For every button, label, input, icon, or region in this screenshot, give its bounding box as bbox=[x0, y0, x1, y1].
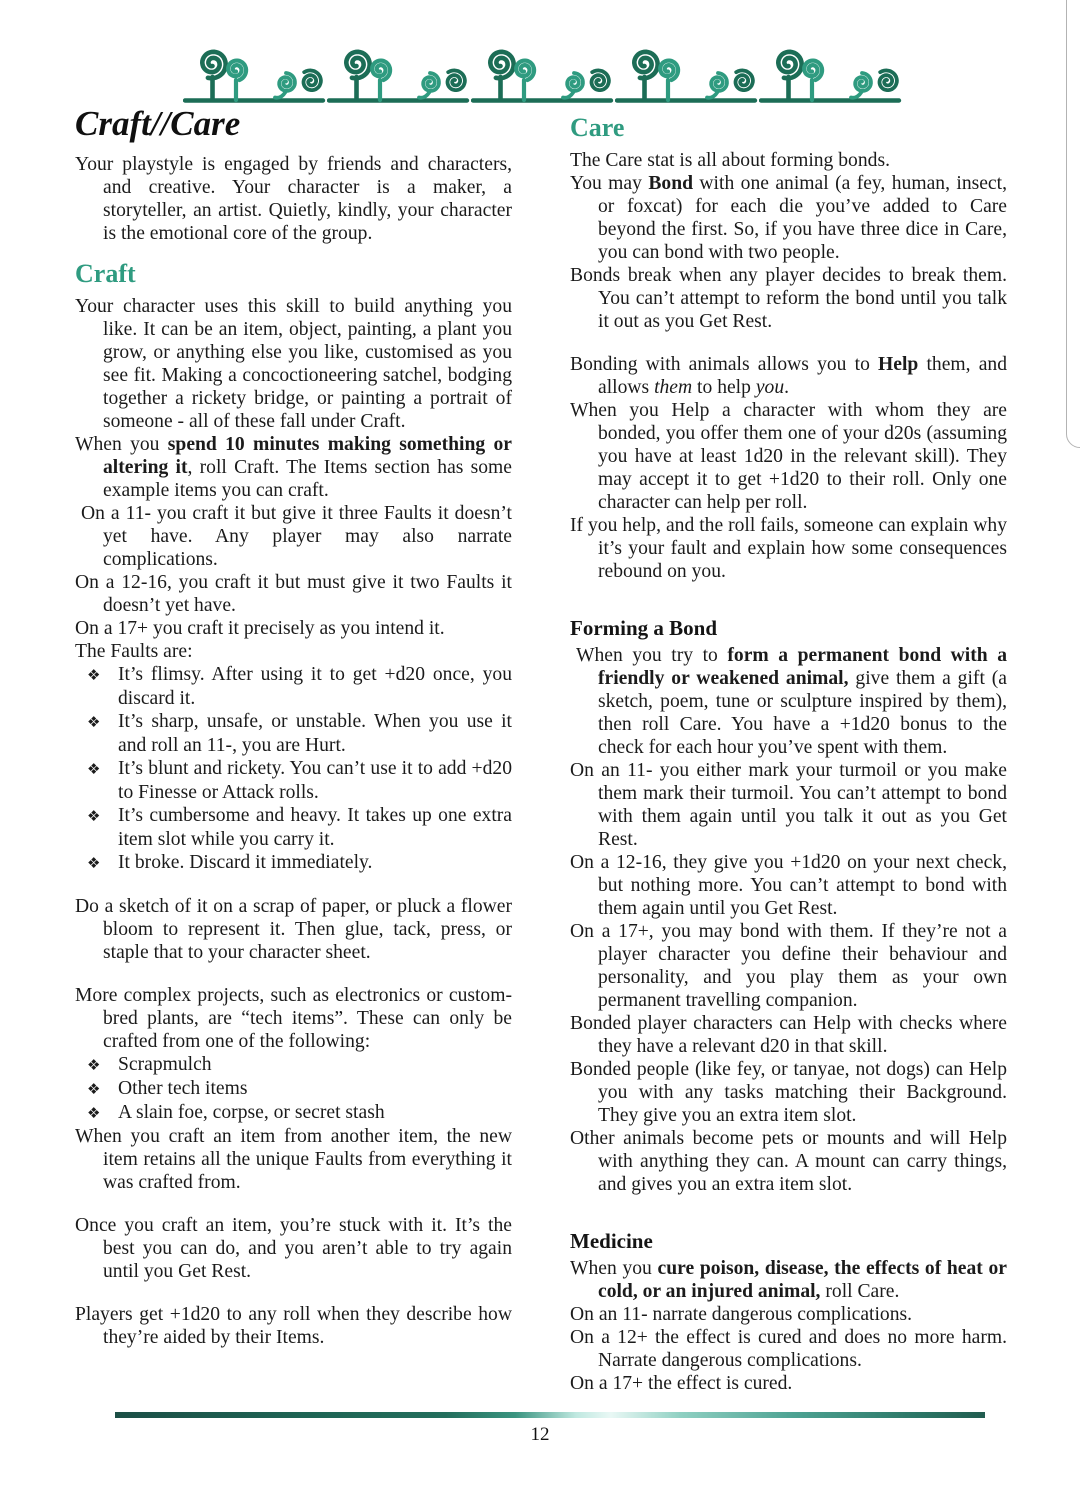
paragraph: On a 17+ the effect is cured. bbox=[570, 1373, 793, 1394]
paragraph: More complex projects, such as electronics or custom-bred plants, are “tech items”. These can only be crafted from one of the following: bbox=[75, 985, 512, 1052]
left-column bbox=[75, 153, 512, 1349]
paragraph: When you Help a character with whom they are bonded, you offer them one of your d20s (assuming you have at least 1d20 in the relevant skill). They may accept it to get +1d20 to their roll. Only one character can help per roll. bbox=[570, 400, 1007, 513]
paragraph: Bonds break when any player decides to break them. You can’t attempt to reform the bond until you talk it out as you Get Rest. bbox=[570, 265, 1007, 332]
diamond-bullet-icon: ❖ bbox=[87, 854, 101, 872]
diamond-bullet-icon: ❖ bbox=[87, 1056, 101, 1074]
paragraph: When you spend 10 minutes making something or altering it, roll Craft. The Items section has some example items you can craft. bbox=[75, 434, 512, 501]
diamond-bullet-icon: ❖ bbox=[87, 1080, 101, 1098]
bullet-item: ❖ Other tech items bbox=[87, 1078, 248, 1099]
spiral-flourish-icon bbox=[615, 42, 759, 106]
paragraph: The Care stat is all about forming bonds. bbox=[570, 150, 890, 171]
paragraph-gap bbox=[75, 875, 512, 895]
paragraph: On a 12+ the effect is cured and does no more harm. Narrate dangerous complications. bbox=[570, 1327, 1007, 1371]
scrollbar-thumb[interactable] bbox=[1066, 0, 1080, 448]
paragraph: On a 17+ you craft it precisely as you intend it. bbox=[75, 618, 445, 639]
bullet-item: ❖ A slain foe, corpse, or secret stash bbox=[87, 1102, 385, 1123]
subsection-heading: Medicine bbox=[570, 1229, 653, 1253]
paragraph-gap bbox=[570, 333, 1007, 353]
bullet-item: ❖ It’s sharp, unsafe, or unstable. When you use it and roll an 11-, you are Hurt. bbox=[87, 711, 512, 756]
diamond-bullet-icon: ❖ bbox=[87, 760, 101, 778]
paragraph: Bonding with animals allows you to Help them, and allows them to help you. bbox=[570, 354, 1007, 398]
spiral-flourish-icon bbox=[759, 42, 903, 106]
footer-divider bbox=[115, 1412, 985, 1418]
diamond-bullet-icon: ❖ bbox=[87, 666, 101, 684]
paragraph: On an 11- you either mark your turmoil or you make them mark their turmoil. You can’t attempt to bond with them again until you talk it out as you Get Rest. bbox=[570, 760, 1007, 850]
paragraph: When you craft an item from another item, the new item retains all the unique Faults from everything it was crafted from. bbox=[75, 1126, 512, 1193]
subsection-heading: Forming a Bond bbox=[570, 616, 718, 640]
paragraph: On a 12-16, you craft it but must give it two Faults it doesn’t yet have. bbox=[75, 572, 512, 616]
diamond-bullet-icon: ❖ bbox=[87, 713, 101, 731]
spiral-flourish-icon bbox=[327, 42, 471, 106]
page-number: 12 bbox=[530, 1424, 550, 1445]
paragraph: Players get +1d20 to any roll when they describe how they’re aided by their Items. bbox=[75, 1304, 512, 1348]
diamond-bullet-icon: ❖ bbox=[87, 807, 101, 825]
paragraph-gap bbox=[75, 1194, 512, 1214]
spiral-flourish-icon bbox=[183, 42, 327, 106]
paragraph: On a 11- you craft it but give it three Faults it doesn’t yet have. Any player may also narrate complications. bbox=[81, 503, 512, 570]
paragraph: Your character uses this skill to build anything you like. It can be an item, object, painting, a plant you grow, or anything else you like, customised as you see fit. Making a concoctioneering satchel, bodging together a rickety bridge, or painting a portrait of someone - all of these fall under Craft. bbox=[75, 296, 512, 432]
bullet-item: ❖ It’s blunt and rickety. You can’t use it to add +d20 to Finesse or Attack rolls. bbox=[87, 758, 512, 803]
paragraph: Once you craft an item, you’re stuck with it. It’s the best you can do, and you aren’t able to try again until you Get Rest. bbox=[75, 1215, 512, 1282]
paragraph-gap bbox=[75, 964, 512, 984]
bullet-item: ❖ Scrapmulch bbox=[87, 1054, 212, 1075]
paragraph: On a 12-16, they give you +1d20 on your next check, but nothing more. You can’t attempt to bond with them again until you Get Rest. bbox=[570, 852, 1007, 919]
section-heading: Care bbox=[570, 113, 625, 142]
bullet-item: ❖ It broke. Discard it immediately. bbox=[87, 852, 373, 873]
bullet-item: ❖ It’s cumbersome and heavy. It takes up one extra item slot while you carry it. bbox=[87, 805, 512, 850]
spiral-flourish-icon bbox=[471, 42, 615, 106]
page-title: Craft//Care bbox=[75, 104, 241, 143]
paragraph: You may Bond with one animal (a fey, human, insect, or foxcat) for each die you’ve added to Care beyond the first. So, if you have three dice in Care, you can bond with two people. bbox=[570, 173, 1007, 263]
diamond-bullet-icon: ❖ bbox=[87, 1104, 101, 1122]
paragraph: On a 17+, you may bond with them. If they’re not a player character you define their behaviour and personality, and you play them as your own permanent travelling companion. bbox=[570, 921, 1007, 1011]
paragraph-gap bbox=[570, 1196, 1007, 1216]
paragraph: If you help, and the roll fails, someone can explain why it’s your fault and explain how some consequences rebound on you. bbox=[570, 515, 1007, 582]
paragraph: When you try to form a permanent bond with a friendly or weakened animal, give them a gift (a sketch, poem, tune or sculpture inspired by them), then roll Care. You have a +1d20 bonus to the check for each hour you’ve spent with them. bbox=[576, 645, 1008, 758]
paragraph: On an 11- narrate dangerous complications. bbox=[570, 1304, 913, 1325]
paragraph: Other animals become pets or mounts and will Help with anything they can. A mount can carry things, and gives you an extra item slot. bbox=[570, 1128, 1007, 1195]
section-heading: Craft bbox=[75, 259, 136, 288]
paragraph: Bonded people (like fey, or tanyae, not dogs) can Help you with any tasks matching their Background. They give you an extra item slot. bbox=[570, 1059, 1007, 1126]
right-column bbox=[570, 113, 1007, 1395]
paragraph: Your playstyle is engaged by friends and characters, and creative. Your character is a maker, a storyteller, an artist. Quietly, kindly, your character is the emotional core of the group. bbox=[75, 154, 512, 244]
paragraph: Bonded player characters can Help with checks where they have a relevant d20 in that skill. bbox=[570, 1013, 1007, 1057]
paragraph-gap bbox=[75, 1283, 512, 1303]
paragraph: The Faults are: bbox=[75, 641, 193, 662]
paragraph: Do a sketch of it on a scrap of paper, or pluck a flower bloom to represent it. Then glue, tack, press, or staple that to your character sheet. bbox=[75, 896, 512, 963]
bullet-item: ❖ It’s flimsy. After using it to get +d20 once, you discard it. bbox=[87, 664, 512, 709]
paragraph-gap bbox=[570, 583, 1007, 603]
ornament-row bbox=[183, 42, 907, 108]
paragraph: When you cure poison, disease, the effects of heat or cold, or an injured animal, roll Care. bbox=[570, 1258, 1007, 1302]
